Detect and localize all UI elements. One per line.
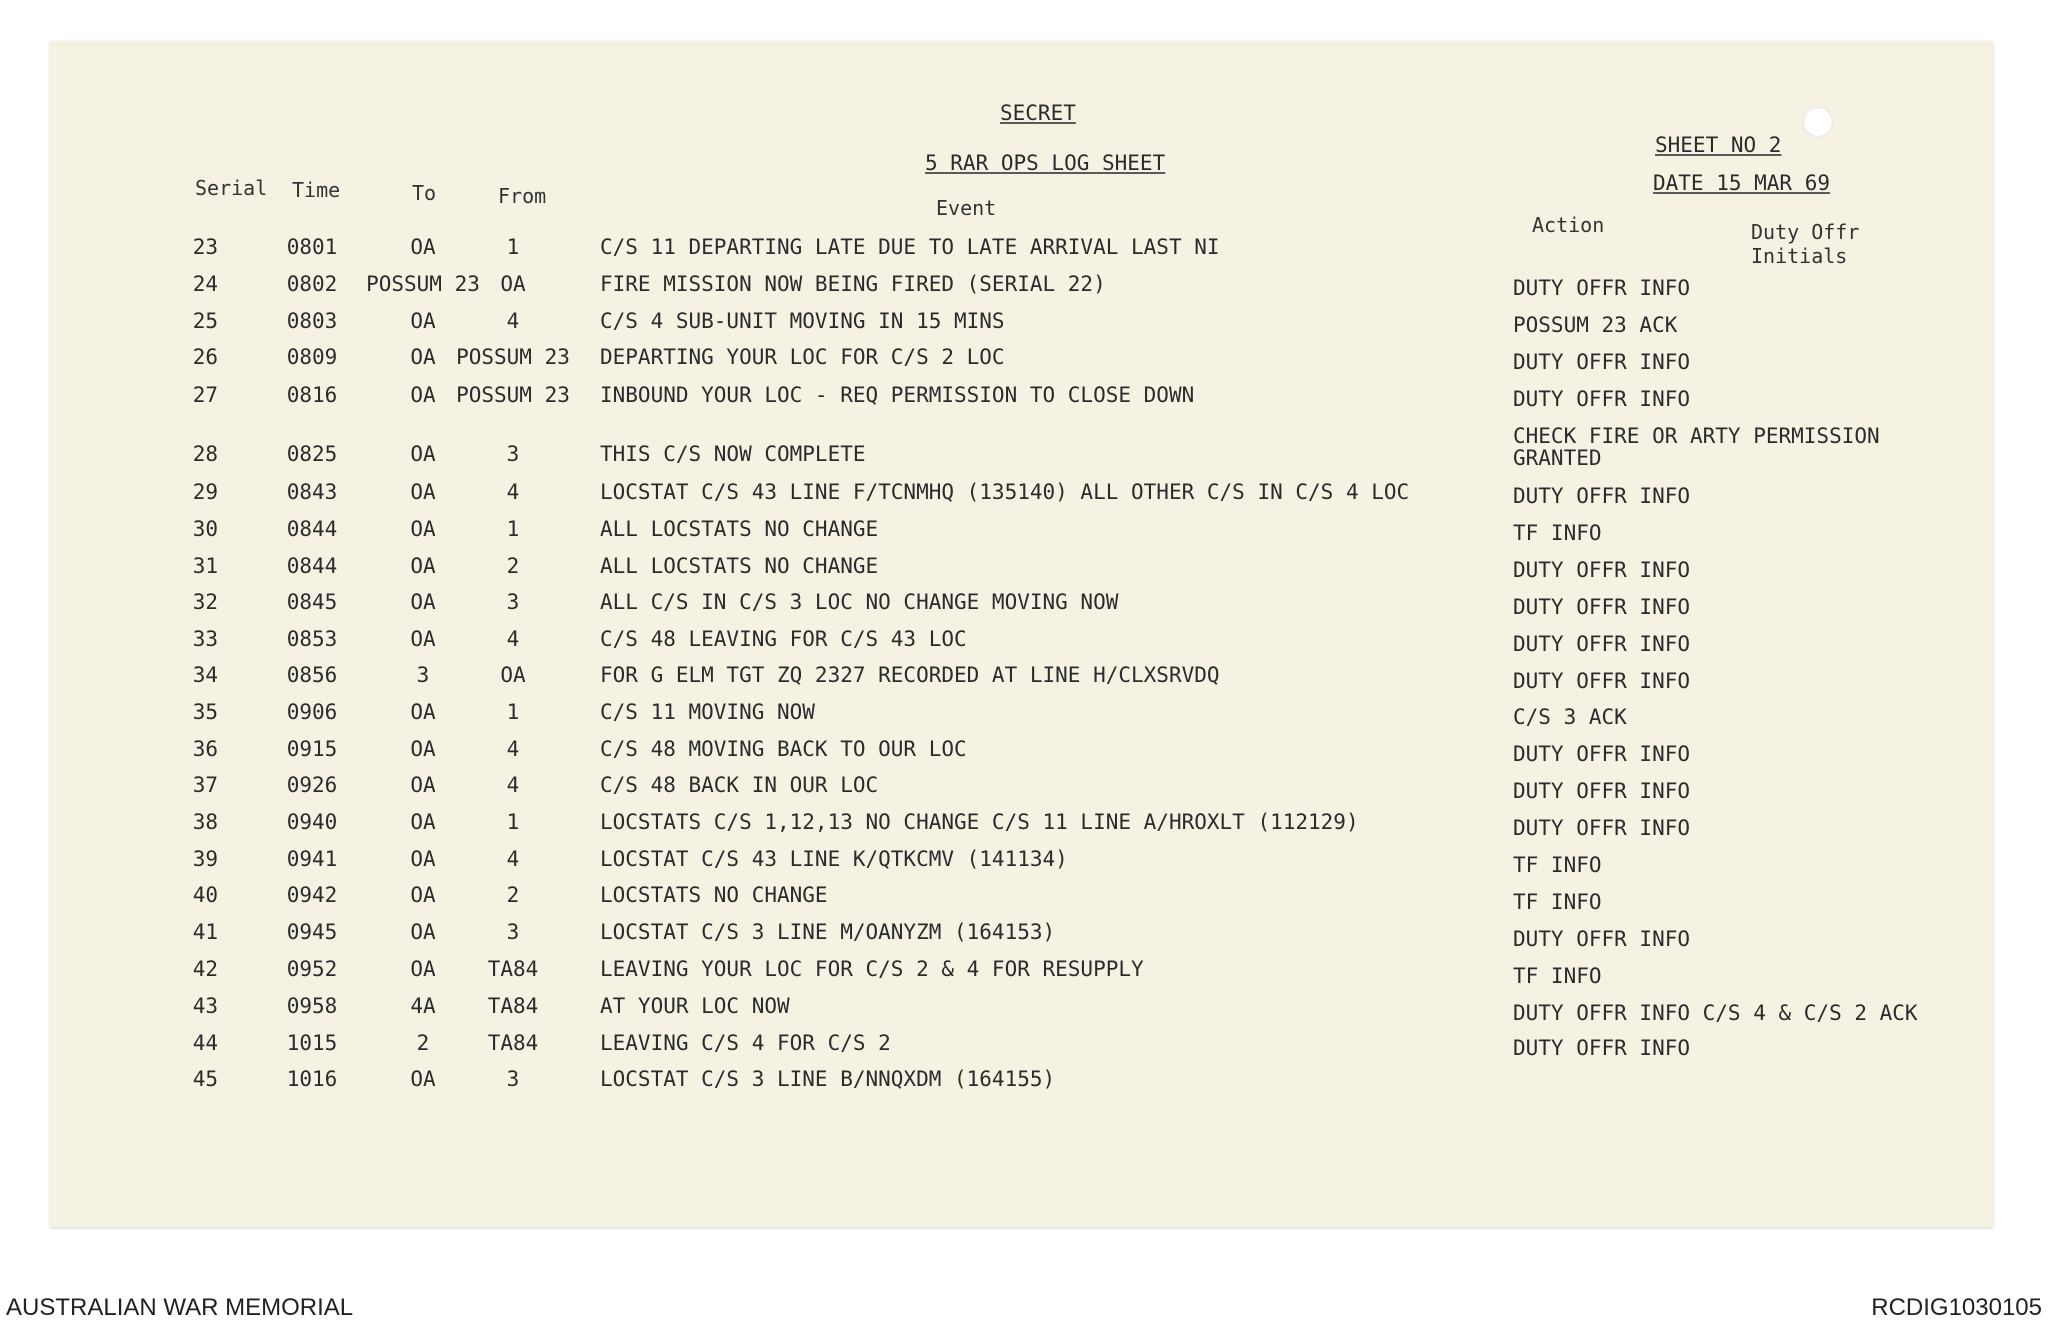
cell-time: 0843 — [286, 480, 338, 504]
table-row — [0, 773, 2048, 807]
cell-event: C/S 11 DEPARTING LATE DUE TO LATE ARRIVAL LAST NI — [600, 235, 1220, 259]
table-row — [0, 737, 2048, 771]
cell-time: 0856 — [286, 663, 338, 687]
cell-to: OA — [410, 309, 436, 333]
table-row — [0, 480, 2048, 514]
cell-event: LEAVING YOUR LOC FOR C/S 2 & 4 FOR RESUPPLY — [600, 957, 1144, 981]
cell-serial: 41 — [192, 920, 218, 944]
cell-from: 1 — [506, 517, 520, 541]
cell-serial: 40 — [192, 883, 218, 907]
cell-serial: 26 — [192, 345, 218, 369]
cell-event: C/S 4 SUB-UNIT MOVING IN 15 MINS — [600, 309, 1005, 333]
cell-action: DUTY OFFR INFO — [1513, 558, 1691, 582]
table-row — [0, 957, 2048, 991]
punch-hole — [1803, 107, 1833, 137]
col-header-event: Event — [936, 196, 997, 220]
cell-event: LEAVING C/S 4 FOR C/S 2 — [600, 1031, 891, 1055]
cell-time: 1016 — [286, 1067, 338, 1091]
table-row — [0, 810, 2048, 844]
cell-from: OA — [500, 663, 526, 687]
cell-event: LOCSTAT C/S 43 LINE K/QTKCMV (141134) — [600, 847, 1068, 871]
cell-serial: 25 — [192, 309, 218, 333]
cell-time: 0942 — [286, 883, 338, 907]
cell-action: POSSUM 23 ACK — [1513, 313, 1678, 337]
cell-from: 2 — [506, 883, 520, 907]
cell-event: ALL LOCSTATS NO CHANGE — [600, 554, 879, 578]
col-header-to: To — [412, 181, 437, 205]
cell-time: 0845 — [286, 590, 338, 614]
cell-serial: 42 — [192, 957, 218, 981]
cell-serial: 39 — [192, 847, 218, 871]
cell-from: 3 — [506, 590, 520, 614]
cell-time: 0844 — [286, 517, 338, 541]
cell-time: 0844 — [286, 554, 338, 578]
cell-action: DUTY OFFR INFO — [1513, 779, 1691, 803]
table-row — [0, 309, 2048, 343]
cell-time: 0803 — [286, 309, 338, 333]
cell-from: 4 — [506, 480, 520, 504]
cell-from: 4 — [506, 627, 520, 651]
table-row — [0, 517, 2048, 551]
action-granted: GRANTED — [1513, 446, 1602, 470]
cell-from: 3 — [506, 920, 520, 944]
cell-serial: 34 — [192, 663, 218, 687]
cell-to: OA — [410, 590, 436, 614]
cell-action: DUTY OFFR INFO — [1513, 276, 1691, 300]
cell-time: 0958 — [286, 994, 338, 1018]
table-row — [0, 272, 2048, 306]
cell-event: ALL LOCSTATS NO CHANGE — [600, 517, 879, 541]
cell-time: 0801 — [286, 235, 338, 259]
cell-action: DUTY OFFR INFO — [1513, 742, 1691, 766]
cell-event: LOCSTAT C/S 3 LINE B/NNQXDM (164155) — [600, 1067, 1056, 1091]
cell-serial: 37 — [192, 773, 218, 797]
table-row — [0, 383, 2048, 417]
cell-time: 1015 — [286, 1031, 338, 1055]
cell-action: DUTY OFFR INFO — [1513, 387, 1691, 411]
cell-event: FOR G ELM TGT ZQ 2327 RECORDED AT LINE H/CLXSRVDQ — [600, 663, 1220, 687]
cell-to: OA — [410, 480, 436, 504]
cell-from: POSSUM 23 — [456, 383, 570, 407]
cell-to: OA — [410, 1067, 436, 1091]
cell-action: DUTY OFFR INFO — [1513, 816, 1691, 840]
col-header-action: Action — [1532, 213, 1605, 237]
cell-to: POSSUM 23 — [366, 272, 480, 296]
cell-event: AT YOUR LOC NOW — [600, 994, 790, 1018]
table-row — [0, 554, 2048, 588]
table-row — [0, 627, 2048, 661]
cell-event: LOCSTATS C/S 1,12,13 NO CHANGE C/S 11 LINE A/HROXLT (112129) — [600, 810, 1359, 834]
cell-to: OA — [410, 957, 436, 981]
cell-event: LOCSTAT C/S 3 LINE M/OANYZM (164153) — [600, 920, 1056, 944]
cell-to: OA — [410, 847, 436, 871]
cell-from: TA84 — [487, 957, 539, 981]
cell-action: DUTY OFFR INFO — [1513, 632, 1691, 656]
cell-to: OA — [410, 810, 436, 834]
cell-serial: 31 — [192, 554, 218, 578]
cell-action: DUTY OFFR INFO — [1513, 595, 1691, 619]
cell-time: 0906 — [286, 700, 338, 724]
sheet-number: SHEET NO 2 — [1655, 133, 1782, 157]
table-row — [0, 590, 2048, 624]
cell-serial: 35 — [192, 700, 218, 724]
cell-from: TA84 — [487, 1031, 539, 1055]
cell-action: DUTY OFFR INFO — [1513, 350, 1691, 374]
cell-from: OA — [500, 272, 526, 296]
cell-action: DUTY OFFR INFO — [1513, 484, 1691, 508]
cell-time: 0816 — [286, 383, 338, 407]
classification-label: SECRET — [1000, 101, 1076, 125]
cell-time: 0926 — [286, 773, 338, 797]
cell-time: 0853 — [286, 627, 338, 651]
cell-event: FIRE MISSION NOW BEING FIRED (SERIAL 22) — [600, 272, 1106, 296]
cell-action: DUTY OFFR INFO C/S 4 & C/S 2 ACK — [1513, 1001, 1918, 1025]
cell-time: 0941 — [286, 847, 338, 871]
footer-reference: RCDIG1030105 — [1871, 1294, 2042, 1321]
cell-action: TF INFO — [1513, 853, 1602, 877]
cell-event: THIS C/S NOW COMPLETE — [600, 442, 866, 466]
cell-from: 3 — [506, 1067, 520, 1091]
cell-event: C/S 11 MOVING NOW — [600, 700, 815, 724]
cell-time: 0802 — [286, 272, 338, 296]
cell-to: OA — [410, 920, 436, 944]
cell-serial: 43 — [192, 994, 218, 1018]
cell-serial: 44 — [192, 1031, 218, 1055]
footer-source: AUSTRALIAN WAR MEMORIAL — [6, 1294, 354, 1321]
cell-time: 0952 — [286, 957, 338, 981]
cell-serial: 36 — [192, 737, 218, 761]
cell-time: 0809 — [286, 345, 338, 369]
cell-to: OA — [410, 883, 436, 907]
cell-event: INBOUND YOUR LOC - REQ PERMISSION TO CLOSE DOWN — [600, 383, 1195, 407]
cell-serial: 30 — [192, 517, 218, 541]
cell-serial: 45 — [192, 1067, 218, 1091]
cell-event: LOCSTATS NO CHANGE — [600, 883, 828, 907]
cell-from: 4 — [506, 309, 520, 333]
cell-to: OA — [410, 627, 436, 651]
cell-time: 0945 — [286, 920, 338, 944]
cell-from: 1 — [506, 235, 520, 259]
cell-serial: 29 — [192, 480, 218, 504]
table-row — [0, 1031, 2048, 1065]
cell-action: TF INFO — [1513, 890, 1602, 914]
col-header-serial: Serial — [195, 176, 268, 200]
cell-serial: 32 — [192, 590, 218, 614]
cell-time: 0940 — [286, 810, 338, 834]
cell-to: OA — [410, 345, 436, 369]
cell-to: 3 — [416, 663, 430, 687]
cell-to: OA — [410, 235, 436, 259]
cell-to: 4A — [410, 994, 436, 1018]
cell-from: 1 — [506, 810, 520, 834]
table-row — [0, 847, 2048, 881]
cell-from: 4 — [506, 737, 520, 761]
cell-action: TF INFO — [1513, 964, 1602, 988]
cell-serial: 33 — [192, 627, 218, 651]
cell-to: OA — [410, 383, 436, 407]
col-header-duty-offr: Duty Offr — [1751, 220, 1860, 244]
sheet-date: DATE 15 MAR 69 — [1653, 171, 1831, 195]
cell-action: DUTY OFFR INFO — [1513, 669, 1691, 693]
cell-from: POSSUM 23 — [456, 345, 570, 369]
cell-event: C/S 48 MOVING BACK TO OUR LOC — [600, 737, 967, 761]
cell-to: OA — [410, 737, 436, 761]
cell-to: 2 — [416, 1031, 430, 1055]
cell-from: 4 — [506, 847, 520, 871]
cell-time: 0915 — [286, 737, 338, 761]
cell-action: TF INFO — [1513, 521, 1602, 545]
cell-serial: 23 — [192, 235, 218, 259]
table-row — [0, 235, 2048, 269]
cell-event: ALL C/S IN C/S 3 LOC NO CHANGE MOVING NOW — [600, 590, 1119, 614]
cell-serial: 28 — [192, 442, 218, 466]
table-row — [0, 700, 2048, 734]
action-check-fire: CHECK FIRE OR ARTY PERMISSION — [1513, 424, 1880, 448]
cell-event: DEPARTING YOUR LOC FOR C/S 2 LOC — [600, 345, 1005, 369]
cell-from: 2 — [506, 554, 520, 578]
cell-serial: 27 — [192, 383, 218, 407]
cell-from: 3 — [506, 442, 520, 466]
cell-event: C/S 48 LEAVING FOR C/S 43 LOC — [600, 627, 967, 651]
col-header-initials: Initials — [1751, 244, 1848, 268]
cell-to: OA — [410, 517, 436, 541]
cell-action: C/S 3 ACK — [1513, 705, 1627, 729]
table-row — [0, 663, 2048, 697]
cell-serial: 24 — [192, 272, 218, 296]
col-header-time: Time — [292, 178, 341, 202]
cell-serial: 38 — [192, 810, 218, 834]
cell-from: 4 — [506, 773, 520, 797]
cell-to: OA — [410, 554, 436, 578]
cell-to: OA — [410, 700, 436, 724]
cell-action: DUTY OFFR INFO — [1513, 1036, 1691, 1060]
table-row — [0, 920, 2048, 954]
col-header-from: From — [498, 184, 547, 208]
table-row — [0, 1067, 2048, 1101]
table-row — [0, 883, 2048, 917]
cell-event: LOCSTAT C/S 43 LINE F/TCNMHQ (135140) ALL OTHER C/S IN C/S 4 LOC — [600, 480, 1410, 504]
cell-event: C/S 48 BACK IN OUR LOC — [600, 773, 879, 797]
cell-time: 0825 — [286, 442, 338, 466]
table-row — [0, 345, 2048, 379]
cell-from: 1 — [506, 700, 520, 724]
cell-action: DUTY OFFR INFO — [1513, 927, 1691, 951]
cell-from: TA84 — [487, 994, 539, 1018]
cell-to: OA — [410, 442, 436, 466]
document-title: 5 RAR OPS LOG SHEET — [925, 151, 1166, 175]
cell-to: OA — [410, 773, 436, 797]
